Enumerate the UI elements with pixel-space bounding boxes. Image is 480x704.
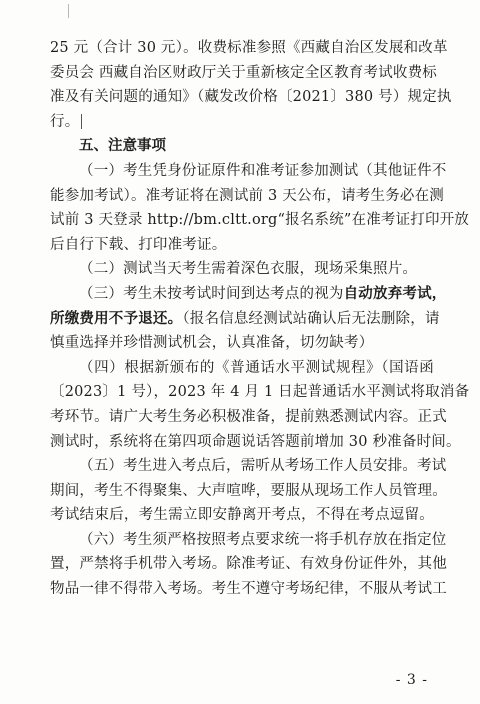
text-line: 25 元（合计 30 元）。收费标准参照《西藏自治区发展和改革 xyxy=(50,40,448,56)
text-line: （六）考生须严格按照考点要求统一将手机存放在指定位 xyxy=(79,531,447,548)
text-line: 物品一律不得带入考场。考生不遵守考场纪律，不服从考试工 xyxy=(50,581,447,598)
text-line: 期间，考生不得聚集、大声喧哗，要服从现场工作人员管理。 xyxy=(50,482,447,499)
document-body xyxy=(50,36,470,602)
text-line: 后自行下载、打印准考证。 xyxy=(50,236,227,253)
text-line: （一）考生凭身份证原件和准考证参加测试（其他证件不 xyxy=(79,162,447,179)
page-number: - 3 - xyxy=(395,672,428,688)
item-1 xyxy=(50,159,470,257)
text-cursor-mark xyxy=(81,114,82,129)
text-span: （报名信息经测试站确认后无法删除，请 xyxy=(182,310,440,327)
text-line: （五）考生进入考点后，需听从考场工作人员安排。考试 xyxy=(79,458,447,475)
text-line xyxy=(50,282,447,307)
bold-text: 所缴费用不予退还。 xyxy=(50,310,183,327)
text-line: （二）测试当天考生需着深色衣服，现场采集照片。 xyxy=(79,261,418,278)
paragraph-fee xyxy=(50,36,452,134)
scan-mark xyxy=(68,4,69,18)
text-line xyxy=(50,307,440,332)
text-line: 置，严禁将手机带入考场。除准考证、有效身份证件外，其他 xyxy=(50,556,447,573)
item-4 xyxy=(50,356,470,454)
text-span: （三）考生未按考试时间到达考点的视为 xyxy=(79,285,344,302)
text-line: 考环节。请广大考生务必积极准备，提前熟悉测试内容。正式 xyxy=(50,408,447,425)
text-span: 行。 xyxy=(50,113,80,130)
text-line xyxy=(50,110,434,135)
text-line: 考试结束后，考生需立即安静离开考点，不得在考点逗留。 xyxy=(50,507,434,524)
text-line: 测试时，系统将在第四项命题说话答题前增加 30 秒准备时间。 xyxy=(50,433,461,450)
text-line: 试前 3 天登录 http://bm.cltt.org“报名系统”在准考证打印开放 xyxy=(50,212,470,229)
text-line: 委员会 西藏自治区财政厅关于重新核定全区教育考试收费标 xyxy=(50,64,438,81)
text-line: 〔2023〕1 号），2023 年 4 月 1 日起普通话水平测试将取消备 xyxy=(50,384,470,401)
item-2 xyxy=(50,257,434,282)
item-3 xyxy=(50,282,447,356)
bold-text: 自动放弃考试， xyxy=(343,285,447,302)
text-line: 能参加考试）。准考证将在测试前 3 天公布，请考生务必在测 xyxy=(50,187,444,204)
section-heading: 五、注意事项 xyxy=(79,138,166,155)
item-6 xyxy=(50,528,447,602)
text-line: 慎重选择并珍惜测试机会，认真准备，切勿缺考） xyxy=(50,335,374,352)
text-line: 准及有关问题的通知》（藏发改价格〔2021〕380 号）规定执 xyxy=(50,89,452,106)
item-5 xyxy=(50,454,447,528)
text-line: （四）根据新颁布的《普通话水平测试规程》（国语函 xyxy=(79,359,434,376)
